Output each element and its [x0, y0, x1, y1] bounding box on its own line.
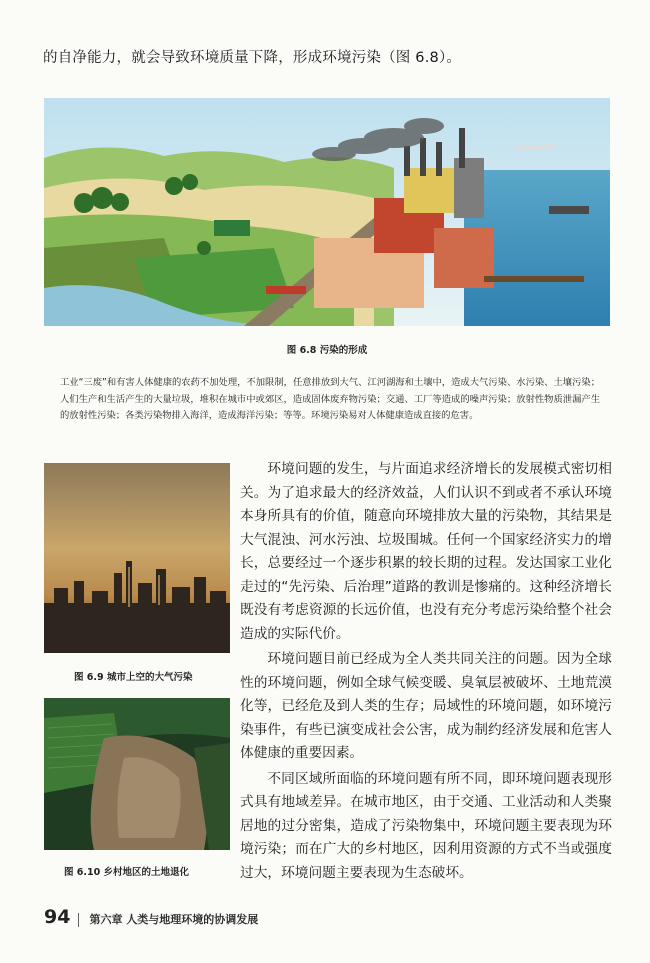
figure-6-8-caption: 图 6.8 污染的形成 — [286, 345, 368, 356]
chapter-title: 第六章 人类与地理环境的协调发展 — [89, 913, 259, 926]
paragraph-2: 环境问题目前已经成为全人类共同关注的问题。因为全球性的环境问题，例如全球气候变暖、臭氧层被破坏、土地荒漠化等，已经危及到人类的生存；局域性的环境问题，如环境污染事件，有些已演变成社会公害，成为制约经济发展和危害人体健康的重要因素。 — [240, 651, 612, 761]
page-footer — [44, 906, 258, 928]
page-number: 94 — [44, 906, 71, 928]
pollution-formation-illustration — [44, 98, 610, 326]
figure-6-9-caption: 图 6.9 城市上空的大气污染 — [74, 672, 193, 683]
land-degradation-photo — [44, 698, 230, 850]
city-smog-photo — [44, 463, 230, 653]
intro-line: 的自净能力，就会导致环境质量下降，形成环境污染（图 6.8）。 — [43, 50, 462, 66]
footer-divider — [78, 913, 79, 927]
figure-6-8-description: 工业“三废”和有害人体健康的农药不加处理，不加限制，任意排放到大气、江河湖海和土壤中，造成大气污染、水污染、土壤污染；人们生产和生活产生的大量垃圾，堆积在城市中或郊区，造成固体废弃物污染；交通、工厂等造成的噪声污染；放射性物质泄漏产生的放射性污染；各类污染物排入海洋，造成海洋污染；等等。环境污染易对人体健康造成直接的危害。 — [60, 377, 600, 422]
paragraph-3: 不同区域所面临的环境问题有所不同，即环境问题表现形式具有地域差异。在城市地区，由于交通、工业活动和人类聚居地的过分密集，造成了污染物集中，环境问题主要表现为环境污染；而在广大的乡村地区，因利用资源的方式不当或强度过大，环境问题主要表现为生态破坏。 — [240, 770, 612, 881]
paragraph-1: 环境问题的发生，与片面追求经济增长的发展模式密切相关。为了追求最大的经济效益，人们认识不到或者不承认环境本身所具有的价值，随意向环境排放大量的污染物，其结果是大气混浊、河水污浊、垃圾围城。任何一个国家经济实力的增长，总要经过一个逐步积累的较长期的过程。发达国家工业化走过的“先污染、后治理”道路的教训是惨痛的。这种经济增长既没有考虑资源的长远价值，也没有充分考虑污染给整个社会造成的实际代价。 — [240, 461, 612, 642]
figure-6-10-caption: 图 6.10 乡村地区的土地退化 — [64, 867, 190, 878]
body-text — [240, 458, 612, 887]
